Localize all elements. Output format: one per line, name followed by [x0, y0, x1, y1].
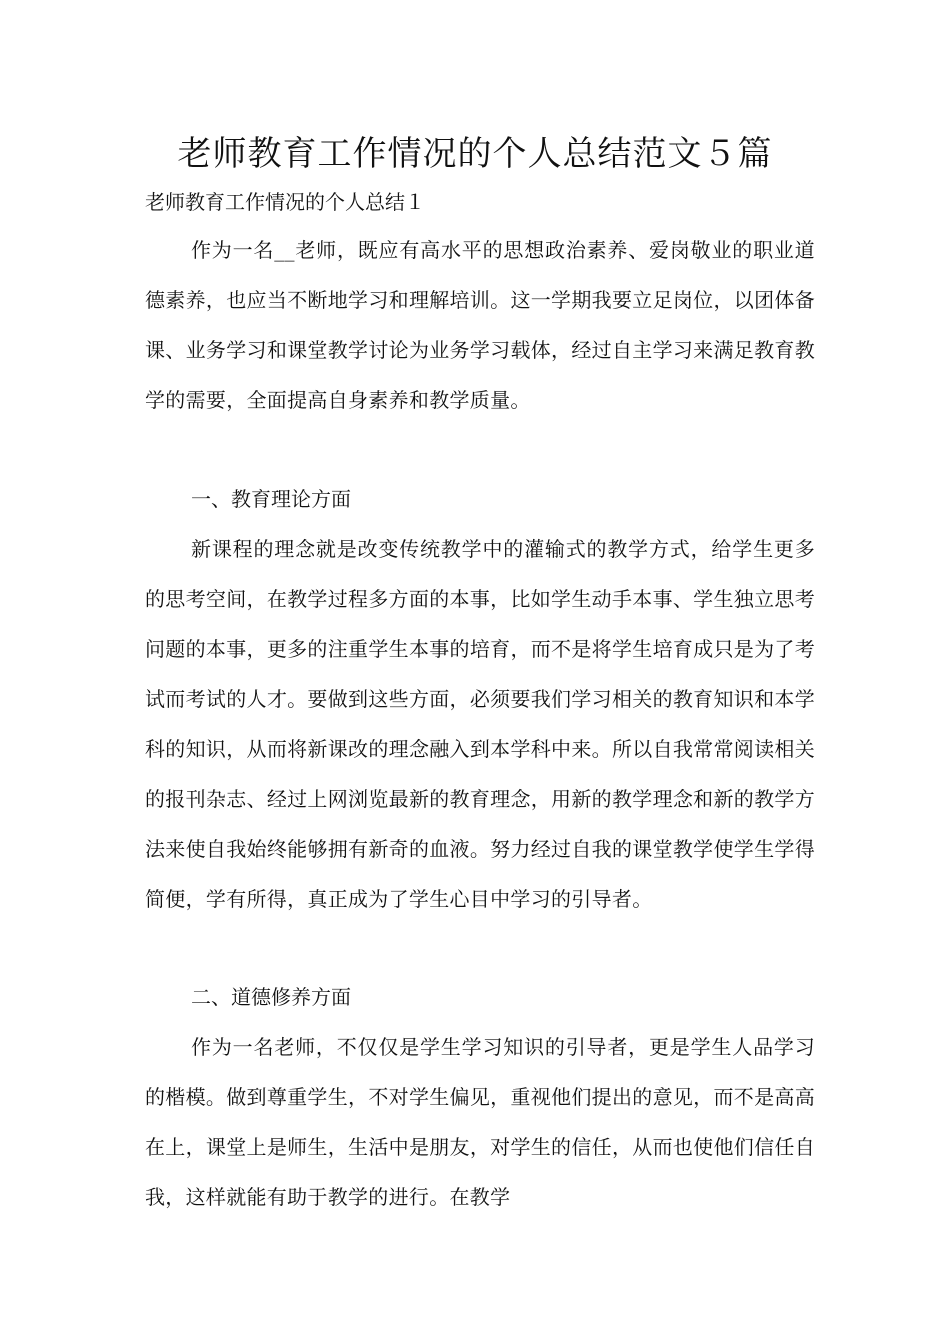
section-heading-moral-cultivation: 二、道德修养方面 [191, 985, 351, 1009]
document-title: 老师教育工作情况的个人总结范文５篇 [177, 134, 773, 174]
section-heading-education-theory: 一、教育理论方面 [191, 487, 351, 511]
paragraph-education-theory: 新课程的理念就是改变传统教学中的灌输式的教学方式，给学生更多的思考空间，在教学过程多方面的本事，比如学生动手本事、学生独立思考问题的本事，更多的注重学生本事的培育，而不是将学生培育成只是为了考试而考试的人才。要做到这些方面，必须要我们学习相关的教育知识和本学科的知识，从而将新课改的理念融入到本学科中来。所以自我常常阅读相关的报刊杂志、经过上网浏览最新的教育理念，用新的教学理念和新的教学方法来使自我始终能够拥有新奇的血液。努力经过自我的课堂教学使学生学得简便，学有所得，真正成为了学生心目中学习的引导者。 [145, 537, 815, 911]
document-subtitle: 老师教育工作情况的个人总结１ [145, 190, 425, 214]
paragraph-intro: 作为一名__老师，既应有高水平的思想政治素养、爱岗敬业的职业道德素养，也应当不断地学习和理解培训。这一学期我要立足岗位，以团体备课、业务学习和课堂教学讨论为业务学习载体，经过自主学习来满足教育教学的需要，全面提高自身素养和教学质量。 [145, 238, 815, 412]
paragraph-moral-cultivation: 作为一名老师，不仅仅是学生学习知识的引导者，更是学生人品学习的楷模。做到尊重学生，不对学生偏见，重视他们提出的意见，而不是高高在上，课堂上是师生，生活中是朋友，对学生的信任，从而也使他们信任自我，这样就能有助于教学的进行。在教学 [145, 1035, 815, 1209]
